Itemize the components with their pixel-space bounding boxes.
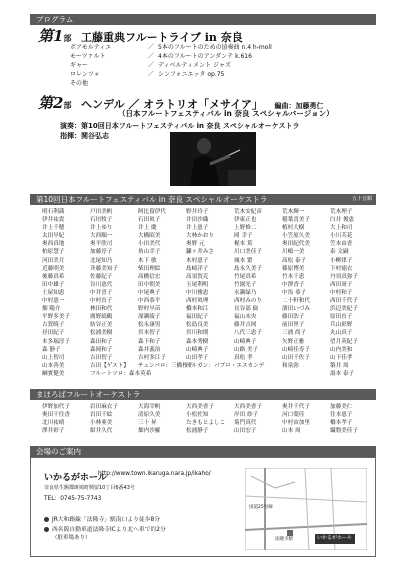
- member-name: 丹羽真弥子: [330, 273, 358, 280]
- venue-map: [245, 468, 367, 550]
- member-name: 小柳律子: [330, 257, 353, 264]
- conductor-photo: [170, 132, 256, 186]
- member-name: 山崎佳寿子: [282, 346, 310, 353]
- member-name: 島永久美子: [234, 265, 262, 272]
- member-name: 井田沙織: [186, 217, 209, 224]
- member-name: 昼田紀子: [42, 330, 65, 337]
- member-name: 奥野 元: [186, 241, 205, 248]
- part1-item-composer: ギャー: [70, 61, 89, 69]
- member-name: 戸田美帆: [90, 209, 113, 215]
- member-name: 岡 幸子: [234, 233, 253, 240]
- member-name: 大西美香子: [234, 404, 262, 410]
- member-name: 井上ゆり: [90, 225, 113, 232]
- member-name: 大林かおり: [186, 233, 214, 240]
- member-name: 二十軒和代: [282, 298, 310, 305]
- member-name: 小田美代: [138, 241, 161, 248]
- member-name: 岸田 紗子: [234, 412, 259, 419]
- festival-orchestra-label: 第10回日本フルートフェスティバル in 奈良 スペシャルオーケストラ: [36, 195, 268, 204]
- member-name: 森本秀樹: [186, 338, 209, 345]
- member-name: 明石利満: [42, 209, 65, 215]
- member-name: 山田孝子: [186, 354, 209, 361]
- venue-name: いかるがホール: [44, 473, 107, 483]
- member-name: 中村由加里: [282, 420, 310, 427]
- venue-tel: TEL：0745-75-7743: [44, 496, 102, 502]
- member-name: 後藤真希: [42, 273, 65, 280]
- part1-item-composer: その他: [70, 79, 89, 87]
- member-name: 泰 文嗣: [330, 249, 349, 256]
- member-name: 森田和子: [90, 338, 113, 345]
- member-name: チェンバロ：三橋桜子: [138, 362, 194, 369]
- member-name: 竹本千恵: [282, 273, 305, 280]
- part1-item-work: 5本のフルートのための協奏曲 n.4 h-moll: [158, 44, 272, 51]
- member-name: たきもとよしこ: [186, 420, 226, 427]
- member-column: [282, 403, 330, 435]
- part1-item-work: シンフォニエッタ op.75: [158, 70, 225, 78]
- member-name: 伊野加代子: [42, 404, 70, 410]
- member-name: 兵山彩野: [330, 322, 353, 329]
- member-column: [330, 403, 378, 435]
- member-name: 三浦 尚子: [282, 330, 307, 337]
- member-column: [234, 403, 282, 435]
- member-name: 井上千穂: [42, 225, 65, 232]
- member-name: 大上和司: [330, 225, 353, 232]
- member-name: 荒木輝一: [282, 209, 305, 215]
- member-name: 野村早苗: [138, 306, 161, 313]
- member-name: 福山未央: [234, 314, 257, 321]
- member-name: 近藤明美: [42, 265, 65, 272]
- venue-header: [30, 446, 376, 457]
- member-name: 山本善美: [42, 362, 65, 369]
- member-name: 中馬 恭子: [282, 289, 307, 296]
- member-name: 澤井彩子: [42, 428, 65, 435]
- part1-item-work: ディベルティメント ジャズ: [158, 61, 231, 69]
- member-name: 三十 昇: [138, 420, 157, 427]
- member-name: 中村和子: [330, 289, 353, 296]
- member-name: 橋本孝子: [330, 420, 353, 427]
- mahoroba-header: [30, 389, 376, 400]
- member-name: 山田宏子: [234, 428, 257, 435]
- member-name: 梶本 篤: [234, 241, 253, 248]
- member-name: 柴田理絵: [138, 265, 161, 272]
- part2-bu: 部: [63, 100, 72, 110]
- venue-access1: [44, 514, 160, 523]
- member-name: 畑 陽介: [42, 306, 61, 313]
- member-name: 木下 敏: [138, 257, 157, 264]
- member-name: 真松 孝: [234, 354, 253, 361]
- member-name: 柏原慧子: [42, 249, 65, 256]
- member-name: 小川芙花: [330, 233, 353, 240]
- bullet-icon: [44, 527, 49, 532]
- part1-item-separator: ／: [148, 70, 155, 78]
- member-name: 山崎典子: [234, 338, 257, 345]
- part1-heading: [38, 25, 243, 46]
- member-name: [234, 362, 282, 370]
- member-name: 上野修二: [234, 225, 257, 232]
- member-name: 大西美香子: [186, 404, 214, 410]
- member-name: 角山幸子: [138, 249, 161, 256]
- member-name: 下村徳衣: [330, 265, 353, 272]
- member-name: 望月英紀子: [330, 338, 358, 345]
- program-header-label: プログラム: [36, 15, 74, 24]
- member-name: 木村恵子: [186, 257, 209, 264]
- member-name: 伊東正也: [234, 217, 257, 224]
- bullet-icon: [44, 517, 49, 522]
- part2-subtitle: （日本フルートフェスティバル in 奈良 スペシャルバージョン）: [118, 109, 334, 118]
- member-name: 西田周子: [330, 281, 353, 288]
- member-name: 太田早紀: [42, 233, 65, 240]
- member-column: [138, 208, 194, 378]
- member-name: 松浦美樹: [90, 330, 113, 337]
- member-name: 原田直子: [330, 314, 353, 321]
- member-column: [186, 403, 234, 435]
- member-name: 西田千代子: [330, 298, 358, 305]
- member-name: 中尾典子: [138, 289, 161, 296]
- member-name: 森岡和子: [90, 346, 113, 353]
- member-name: 高松 泰子: [282, 257, 307, 264]
- member-name: 吉田智子: [90, 354, 113, 361]
- member-name: 西村みのり: [234, 298, 262, 305]
- part1-item-separator: ／: [148, 52, 155, 60]
- member-name: 深瀬綾子: [138, 314, 161, 321]
- member-name: [234, 370, 282, 378]
- member-name: 古賀暁子: [42, 322, 65, 329]
- member-name: 和泉弥: [282, 362, 299, 369]
- member-name: 本多瑞淳子: [42, 338, 70, 345]
- venue-access2-text: 西名阪自動車道法隆寺ICより北へ車で約2分: [52, 527, 166, 533]
- member-name: 大海宰帆: [138, 404, 161, 410]
- member-name: 竹尾真希: [234, 273, 257, 280]
- member-name: 松島良美: [186, 322, 209, 329]
- member-name: 永瀬緑乃: [234, 289, 257, 296]
- member-name: 山上智司: [42, 354, 65, 361]
- member-name: 長谷部 倫: [234, 306, 259, 313]
- member-name: 前田里子: [282, 322, 305, 329]
- member-name: 山内美和: [330, 346, 353, 353]
- member-name: 北川祐晴: [42, 420, 65, 427]
- member-name: 鎌ヶ井みさ: [186, 249, 214, 256]
- member-name: 浜辺美紀子: [330, 306, 358, 313]
- part2-conductor: 指揮：関谷弘志: [60, 132, 109, 140]
- part1-bu: 部: [63, 33, 72, 43]
- member-name: 廣野絹鶴: [90, 314, 113, 321]
- member-name: 中村直子: [90, 298, 113, 305]
- member-name: 加藤美仁: [330, 404, 353, 410]
- member-name: 菊門真代: [234, 420, 257, 427]
- member-name: 植村大樹: [282, 225, 305, 232]
- member-name: 松浦静子: [186, 428, 209, 435]
- member-name: 宮川和則: [186, 330, 209, 337]
- member-name: 森下和子: [138, 338, 161, 345]
- venue-access1-text: JR大和路線「法隆寺」駅南口より徒歩8分: [52, 517, 160, 523]
- member-name: 綱實健美: [42, 370, 65, 377]
- venue-access2: [44, 524, 166, 533]
- member-name: 田中雄子: [42, 281, 65, 288]
- part1-number: 第1: [38, 27, 64, 45]
- venue-header-label: 会場のご案内: [36, 447, 81, 456]
- part1-item-composer: モーツァルト: [70, 52, 106, 60]
- member-name: 紡谷正美: [90, 322, 113, 329]
- member-name: 藤井吉岡: [234, 322, 257, 329]
- festival-orchestra-header: [30, 194, 376, 205]
- member-name: 田中朝美: [138, 281, 161, 288]
- part1-program-list: [70, 44, 272, 89]
- member-name: 丸山真子: [330, 330, 353, 337]
- part1-item: [70, 44, 272, 53]
- member-name: 高須賀克: [186, 273, 209, 280]
- member-name: [186, 370, 234, 378]
- member-name: 奥田干住香: [42, 412, 70, 419]
- member-name: 石垣牧子: [90, 217, 113, 224]
- member-name: 山崎典子: [186, 346, 209, 353]
- map-station-label: 法隆寺駅: [275, 537, 293, 542]
- member-name: 阿比留伊代: [138, 209, 166, 215]
- venue-url[interactable]: http://www.town.ikaruga.nara.jp/ikaho/: [98, 471, 211, 477]
- venue-parking-note: （駐車場あり）: [52, 535, 91, 541]
- member-column: [90, 403, 138, 435]
- member-name: 奥田紀代美: [282, 241, 310, 248]
- member-name: 伊井祐貴: [42, 217, 65, 224]
- member-name: 山下佳孝: [330, 354, 353, 361]
- member-column: [42, 403, 90, 435]
- member-name: 山本 周: [282, 428, 301, 435]
- part1-title: 工藤重典フルートライブ in 奈良: [81, 31, 243, 44]
- member-name: 奥平欣司: [90, 241, 113, 248]
- member-name: 石田眞子: [138, 217, 161, 224]
- member-name: 中井喜子: [90, 289, 113, 296]
- part2-number: 第2: [38, 94, 64, 112]
- part1-item-separator: ／: [148, 44, 155, 51]
- part1-item: [70, 71, 272, 80]
- member-name: 平野多美子: [42, 314, 70, 321]
- member-name: 橋本和江: [186, 306, 209, 313]
- member-name: 畑内沙羅: [138, 428, 161, 435]
- member-name: 宮本智子: [138, 330, 161, 337]
- member-name: [138, 370, 186, 378]
- member-name: 大橋昭美: [138, 233, 161, 240]
- member-column: [282, 208, 330, 378]
- member-name: 笠本由香: [330, 241, 353, 248]
- member-name: 奥井千代子: [282, 404, 310, 410]
- member-name: 紺井久代: [90, 428, 113, 435]
- member-name: 井上恵子: [186, 225, 209, 232]
- member-name: 土屋知恵: [42, 289, 65, 296]
- member-column: [42, 208, 90, 378]
- member-name: 湯本 泰子: [330, 370, 355, 377]
- venue-address: 奈良県生駒郡斑鳩町興留10丁目6番43号: [44, 485, 135, 491]
- member-name: 吉村多江子: [138, 354, 166, 361]
- member-name: 小林亜美: [90, 420, 113, 427]
- member-name: 玉尾利明: [186, 281, 209, 288]
- member-name: 河口葉佳: [282, 412, 305, 419]
- member-name: 河田美月: [42, 257, 65, 264]
- member-name: 山路 美子: [234, 346, 259, 353]
- member-name: [282, 370, 330, 378]
- mahoroba-label: まほろばフルートオーケストラ: [36, 390, 141, 399]
- part1-item: [70, 80, 272, 89]
- member-name: 矢野正雅: [282, 338, 305, 345]
- member-name: 西村眞理: [186, 298, 209, 305]
- part1-item: [70, 53, 272, 62]
- member-name: 稲葉喜美子: [282, 217, 310, 224]
- member-name: オルガン：パブロ・エスカンデ: [186, 362, 265, 369]
- part2-arranger: 編曲：加藤勇仁: [274, 102, 324, 110]
- map-hall-label: いかるがホール: [317, 535, 352, 541]
- member-name: 林田和代: [90, 306, 113, 313]
- part1-item-work: 4本のフルートのアンダンテ k.616: [158, 52, 252, 60]
- member-name: 竹園光子: [234, 281, 257, 288]
- member-name: 井上 慶: [138, 225, 157, 232]
- member-name: 清原久美: [138, 412, 161, 419]
- member-name: 谷川恵代: [90, 281, 113, 288]
- member-name: 中澤香子: [282, 281, 305, 288]
- member-name: 大西順一: [90, 233, 113, 240]
- member-name: 荒木安紀彦: [234, 209, 262, 215]
- member-name: 奥西真地: [42, 241, 65, 248]
- member-name: 八代三恵子: [234, 330, 262, 337]
- member-name: 城本 繁: [234, 257, 253, 264]
- member-name: 岩田千絵: [90, 412, 113, 419]
- member-name: 森 静子: [42, 346, 61, 353]
- member-name: 川口美佳子: [234, 249, 262, 256]
- member-name: 中西恭平: [138, 298, 161, 305]
- member-name: 斉藤美知子: [90, 265, 118, 272]
- member-column: [138, 403, 186, 435]
- member-name: 小松佐知: [186, 412, 209, 419]
- part1-item-composer: ボアモルティエ: [70, 44, 112, 51]
- part2-title: ヘンデル ／ オラトリオ「メサイア」: [81, 98, 263, 111]
- program-header: [30, 14, 376, 25]
- member-name: 佐藤紀子: [90, 273, 113, 280]
- member-name: 中村恵一: [42, 298, 65, 305]
- member-name: 小笠原久美: [282, 233, 310, 240]
- member-name: 山田千佐子: [282, 354, 310, 361]
- member-name: 島崎洋子: [186, 265, 209, 272]
- member-name: 中川雅恵: [186, 289, 209, 296]
- member-name: 福田紀子: [186, 314, 209, 321]
- member-name: 繊磐美佳子: [330, 428, 358, 435]
- member-name: 川嶋一美: [282, 249, 305, 256]
- member-name: 濱田いづみ: [282, 306, 310, 313]
- member-name: 築井 周: [330, 362, 349, 369]
- member-name: 森井義治: [138, 346, 161, 353]
- member-name: 住本恵子: [330, 412, 353, 419]
- member-name: 岩田麻衣子: [90, 404, 118, 410]
- member-name: 野井玲子: [186, 209, 209, 215]
- member-name: フルートソロ：森本英希: [90, 370, 152, 377]
- part1-item-composer: ロレンツォ: [70, 70, 100, 78]
- member-column: [234, 208, 282, 378]
- member-name: 松永康男: [138, 322, 161, 329]
- map-road-label: 国道25号線: [249, 505, 273, 510]
- festival-orchestra-note: 五十音順: [351, 196, 372, 202]
- part2-performer: 演奏：第10回日本フルートフェスティバル in 奈良 スペシャルオーケストラ: [60, 122, 300, 130]
- member-name: 加藤淳子: [90, 249, 113, 256]
- member-name: 北尾知乃: [90, 257, 113, 264]
- member-name: 吉田【ゲスト】: [90, 362, 129, 369]
- member-name: 藤田浩子: [282, 314, 305, 321]
- member-column: [330, 208, 378, 378]
- member-name: 臼井 俊恵: [330, 217, 355, 224]
- part1-item: [70, 62, 272, 71]
- member-name: 荒木理子: [330, 209, 353, 215]
- part1-item-separator: ／: [148, 61, 155, 69]
- member-name: 篠原博美: [282, 265, 305, 272]
- member-name: 高橋信宏: [138, 273, 161, 280]
